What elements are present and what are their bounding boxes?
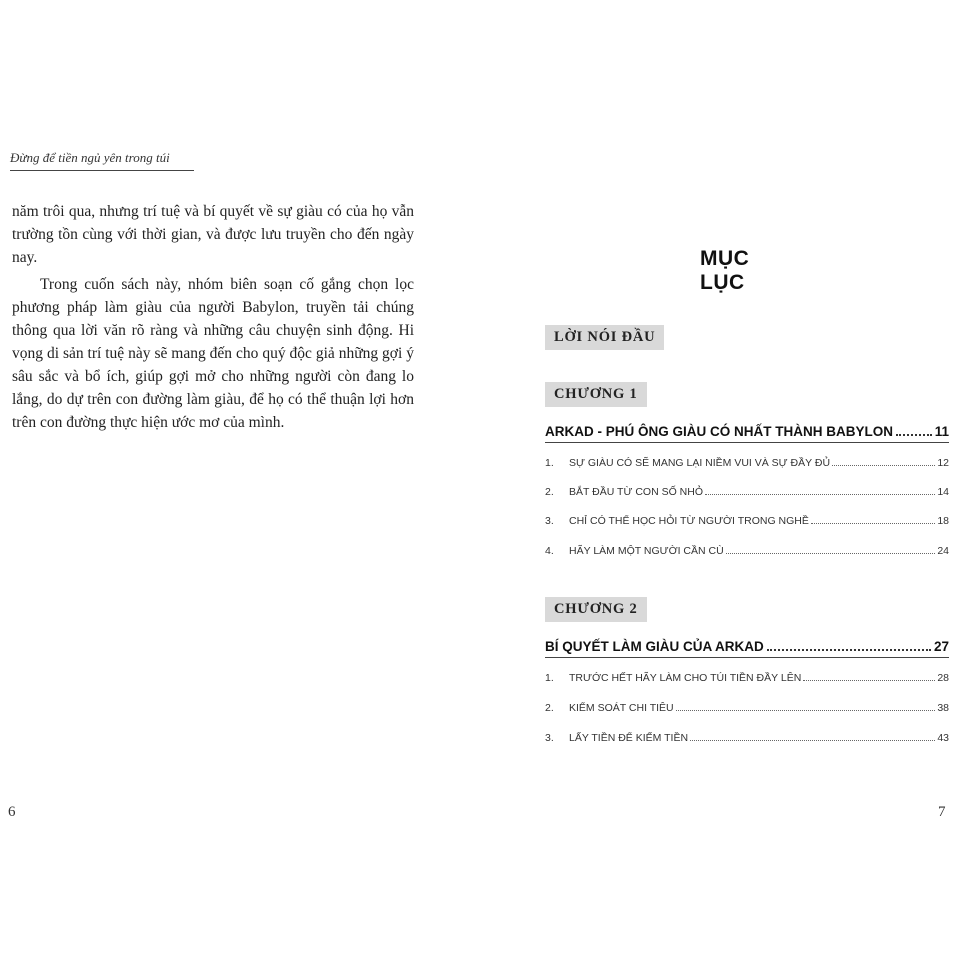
toc-item [545,515,949,527]
chapter-page: 27 [933,639,949,654]
dot-leader [896,434,932,436]
toc-item [545,545,949,557]
dot-leader [811,523,935,524]
paragraph: năm trôi qua, nhưng trí tuệ và bí quyết về sự giàu có của họ vẫn trường tồn cùng với thời gian, và được lưu truyền cho đến ngày nay. [12,203,414,266]
toc-title: MỤC LỤC [700,247,750,294]
chapter-heading-text: ARKAD - PHÚ ÔNG GIÀU CÓ NHẤT THÀNH BABYLON [545,424,893,439]
toc-item-text: HÃY LÀM MỘT NGƯỜI CẦN CÙ [569,545,724,557]
toc-item-text: KIỂM SOÁT CHI TIÊU [569,702,674,714]
page-number-left: 6 [8,804,16,820]
dot-leader [676,710,936,711]
preface-label: LỜI NÓI ĐẦU [545,325,664,350]
dot-leader [803,680,935,681]
chapter-label: CHƯƠNG 1 [545,382,647,407]
toc-item [545,702,949,714]
toc-item-page: 14 [937,486,949,498]
toc-item-page: 24 [937,545,949,557]
toc-item-text: LẤY TIỀN ĐỂ KIẾM TIỀN [569,732,689,744]
toc-item-text: BẮT ĐẦU TỪ CON SỐ NHỎ [569,486,704,498]
toc-item [545,732,949,744]
toc-item-page: 43 [937,732,949,744]
toc-item [545,457,949,469]
toc-item-number: 1. [545,672,554,684]
body-text [12,200,414,434]
toc-item-number: 2. [545,486,554,498]
toc-item [545,672,949,684]
toc-item-number: 3. [545,732,554,744]
dot-leader [690,740,935,741]
running-header: Đừng để tiền ngủ yên trong túi [10,150,194,171]
page-number-right: 7 [938,804,946,820]
toc-item-page: 28 [937,672,949,684]
toc-item-text: SỰ GIÀU CÓ SẼ MANG LẠI NIỀM VUI VÀ SỰ ĐẦY ĐỦ [569,457,831,469]
toc-item-text: CHỈ CÓ THỂ HỌC HỎI TỪ NGƯỜI TRONG NGHỀ [569,515,809,527]
chapter-heading [545,639,949,658]
toc-item-page: 12 [937,457,949,469]
toc-item-page: 18 [937,515,949,527]
chapter-label: CHƯƠNG 2 [545,597,647,622]
toc-item-page: 38 [937,702,949,714]
toc-item-number: 4. [545,545,554,557]
chapter-heading [545,424,949,443]
chapter-page: 11 [934,424,949,439]
dot-leader [767,649,931,651]
dot-leader [832,465,935,466]
toc-item-number: 2. [545,702,554,714]
toc-item-text: TRƯỚC HẾT HÃY LÀM CHO TÚI TIỀN ĐẦY LÊN [569,672,802,684]
toc-item-number: 1. [545,457,554,469]
chapter-heading-text: BÍ QUYẾT LÀM GIÀU CỦA ARKAD [545,639,764,654]
dot-leader [705,494,935,495]
paragraph: Trong cuốn sách này, nhóm biên soạn cố gắng chọn lọc phương pháp làm giàu của người Babylon, truyền tải chúng thông qua lời văn rõ ràng và những câu chuyện sinh động. Hi vọng di sản trí tuệ này sẽ mang đến cho quý độc giả những gợi ý sâu sắc và bổ ích, giúp gợi mở cho những người còn đang lo lắng, do dự trên con đường làm giàu, để họ có thể thuận lợi hơn trên con đường thực hiện ước mơ của mình. [12,276,414,431]
toc-item [545,486,949,498]
toc-item-number: 3. [545,515,554,527]
dot-leader [726,553,936,554]
